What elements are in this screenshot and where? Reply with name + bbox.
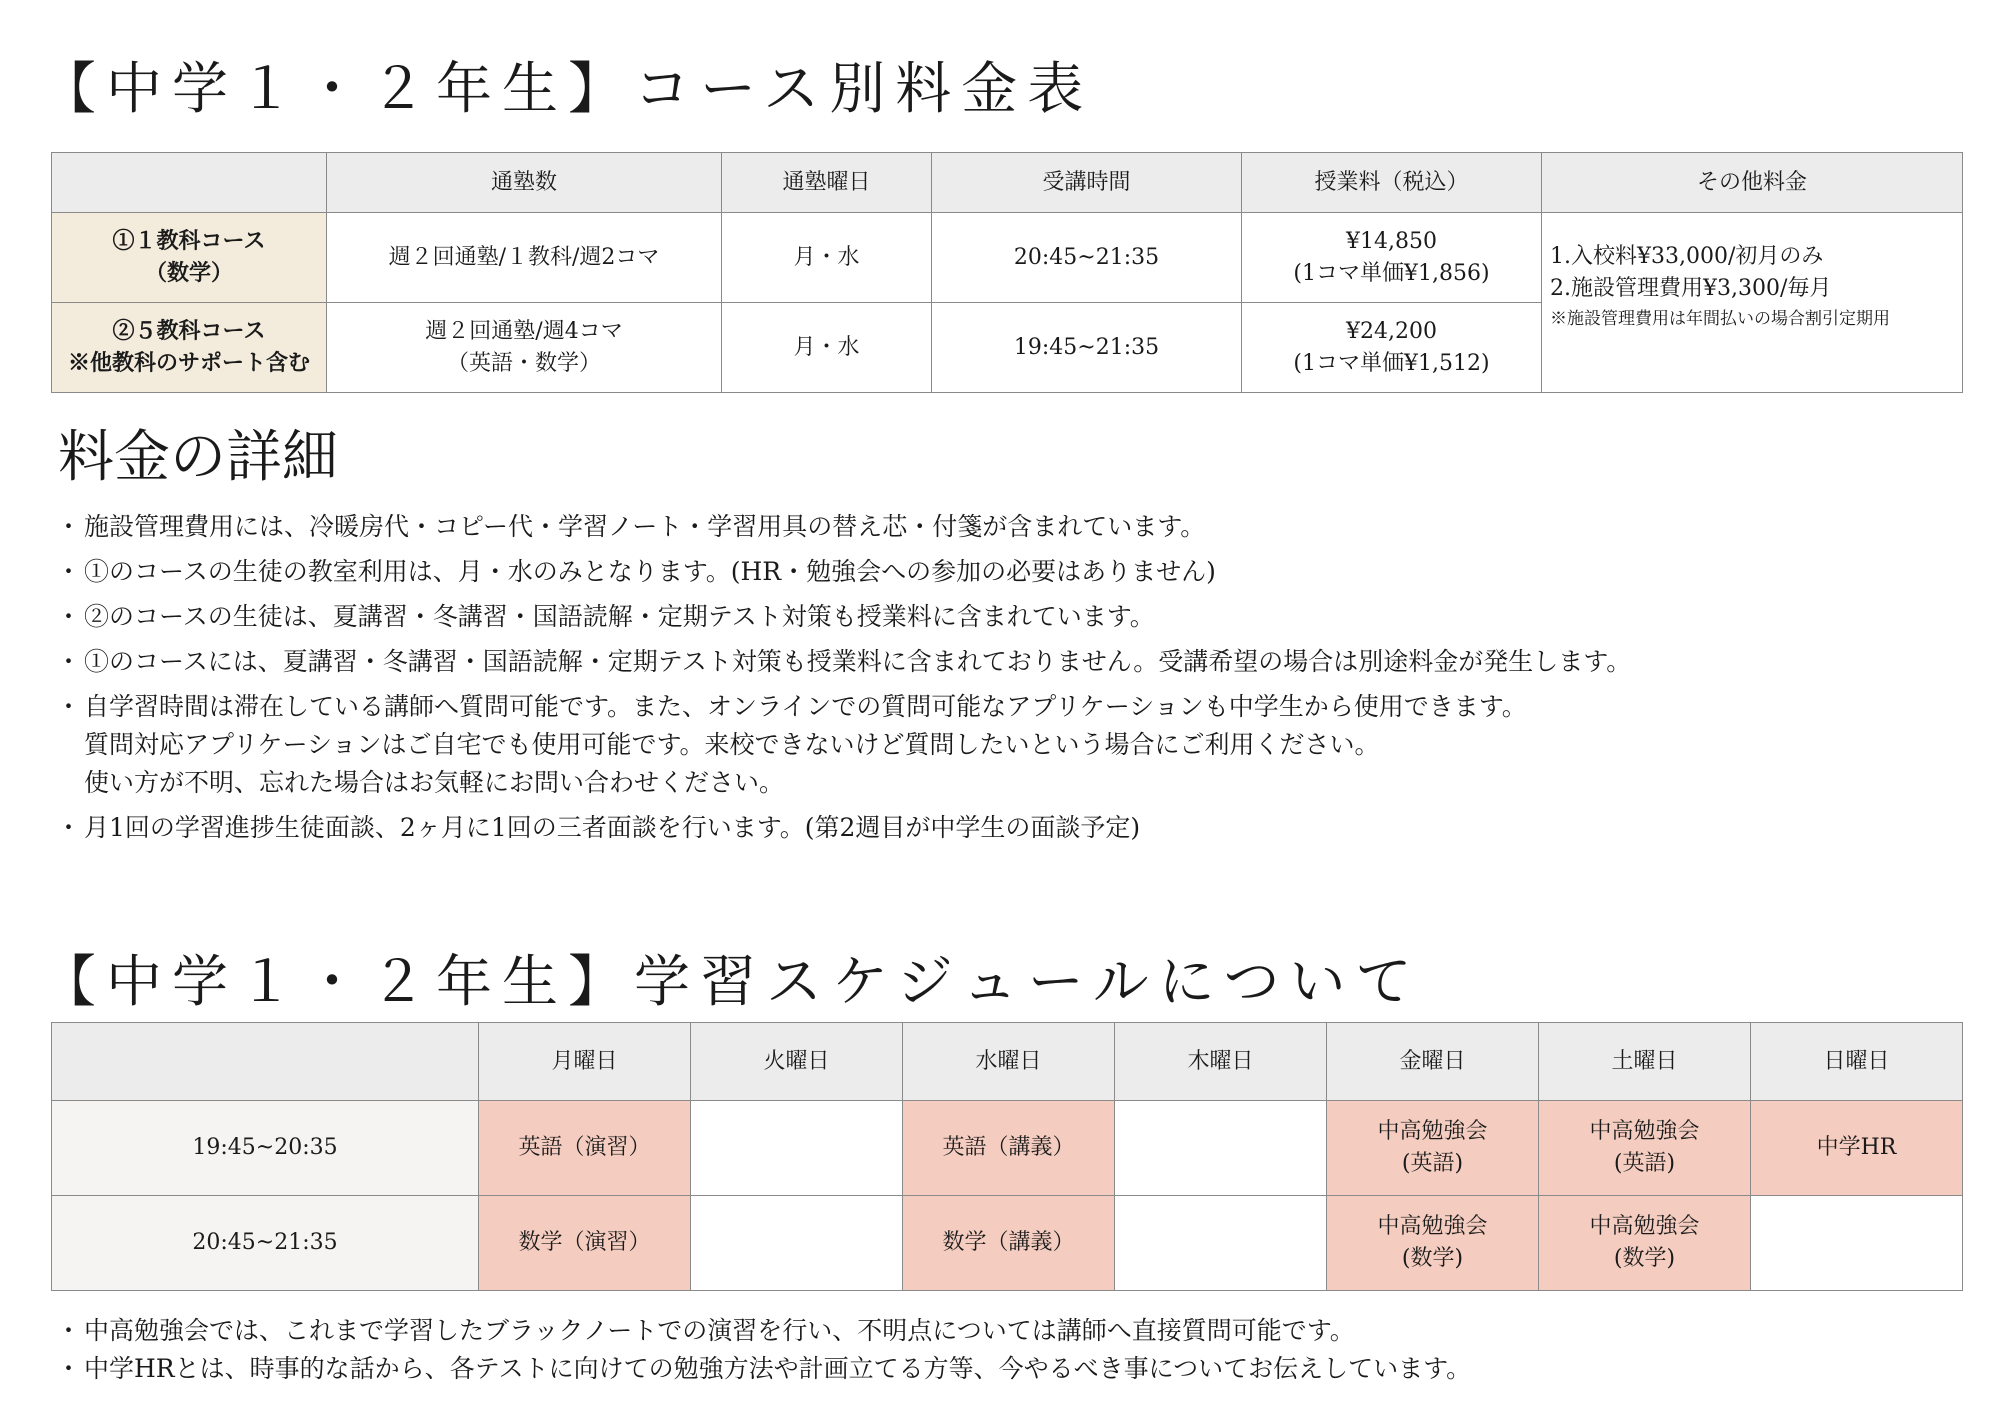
class-label: 英語（演習） — [518, 1135, 651, 1161]
class-subject: (数学) — [1613, 1246, 1676, 1271]
schedule-cell-wed — [903, 1101, 1115, 1196]
tuition-cell — [1242, 213, 1542, 303]
time-cell: 20:45~21:35 — [932, 213, 1242, 303]
fee-row-course1 — [52, 213, 1963, 303]
schedule-cell-sat — [1539, 1196, 1751, 1291]
fee-table-title: 【中学１・２年生】コース別料金表 — [40, 57, 1094, 122]
list-item — [58, 508, 1631, 546]
schedule-cell-fri — [1327, 1196, 1539, 1291]
list-item — [58, 553, 1631, 591]
course-name: ①１教科コース — [112, 227, 266, 254]
class-label: 数学（演習） — [518, 1230, 651, 1256]
schedule-cell-sat — [1539, 1101, 1751, 1196]
schedule-cell-sun — [1751, 1196, 1963, 1291]
time-slot: 20:45~21:35 — [52, 1196, 479, 1291]
frequency-cell — [327, 213, 722, 303]
course-fee-table — [51, 152, 1963, 393]
list-item-text: ・ 中学HRとは、時事的な話から、各テストに向けての勉強方法や計画立てる方等、今やるべき事についてお伝えしています。 — [84, 1354, 1472, 1383]
fee-header-other: その他料金 — [1542, 153, 1963, 213]
class-subject: (英語) — [1401, 1151, 1464, 1176]
tuition-cell — [1242, 303, 1542, 393]
class-label: 中高勉強会 — [1377, 1214, 1488, 1240]
frequency-text: 週２回通塾/１教科/週2コマ — [388, 244, 660, 270]
fee-header-blank — [52, 153, 327, 213]
list-item — [58, 1312, 1471, 1350]
class-label: 中高勉強会 — [1377, 1119, 1488, 1145]
list-item-text: 質問対応アプリケーションはご自宅でも使用可能です。来校できないけど質問したいという場合にご利用ください。 — [84, 730, 1380, 759]
day-wednesday: 水曜日 — [903, 1023, 1115, 1101]
schedule-cell-thu — [1115, 1196, 1327, 1291]
frequency-cell — [327, 303, 722, 393]
list-item-text: ・ 月1回の学習進捗生徒面談、2ヶ月に1回の三者面談を行います。(第2週目が中学生の面談予定) — [84, 813, 1141, 842]
fee-header-days: 通塾曜日 — [722, 153, 932, 213]
time-slot: 19:45~20:35 — [52, 1101, 479, 1196]
schedule-cell-sun — [1751, 1101, 1963, 1196]
schedule-title: 【中学１・２年生】学習スケジュールについて — [40, 950, 1422, 1015]
course-subtitle: （数学） — [144, 259, 233, 286]
days-cell: 月・水 — [722, 213, 932, 303]
list-item — [58, 809, 1631, 847]
other-fee-facility: 2.施設管理費用¥3,300/毎月 — [1550, 275, 1832, 301]
day-saturday: 土曜日 — [1539, 1023, 1751, 1101]
day-thursday: 木曜日 — [1115, 1023, 1327, 1101]
list-item — [58, 1350, 1471, 1388]
list-item-text: ・ ①のコースには、夏講習・冬講習・国語読解・定期テスト対策も授業料に含まれておりません。受講希望の場合は別途料金が発生します。 — [84, 647, 1632, 676]
schedule-row-1 — [52, 1101, 1963, 1196]
schedule-cell-tue — [691, 1196, 903, 1291]
class-subject: (英語) — [1613, 1151, 1676, 1176]
details-list — [58, 508, 1631, 854]
class-subject: (数学) — [1401, 1246, 1464, 1271]
frequency-subjects: （英語・数学） — [446, 350, 601, 376]
schedule-cell-tue — [691, 1101, 903, 1196]
class-label: 英語（講義） — [942, 1135, 1075, 1161]
tuition-unit-price: (1コマ単価¥1,512) — [1293, 350, 1490, 376]
schedule-cell-mon — [479, 1101, 691, 1196]
tuition-unit-price: (1コマ単価¥1,856) — [1293, 260, 1490, 286]
day-tuesday: 火曜日 — [691, 1023, 903, 1101]
frequency-text: 週２回通塾/週4コマ — [425, 318, 623, 344]
day-sunday: 日曜日 — [1751, 1023, 1963, 1101]
other-fee-note: ※施設管理費用は年間払いの場合割引定期用 — [1550, 308, 1890, 329]
study-schedule-table — [51, 1022, 1963, 1291]
schedule-header-row — [52, 1023, 1963, 1101]
schedule-notes-list — [58, 1312, 1471, 1388]
schedule-cell-fri — [1327, 1101, 1539, 1196]
fee-header-frequency: 通塾数 — [327, 153, 722, 213]
fee-header-time: 受講時間 — [932, 153, 1242, 213]
time-cell: 19:45~21:35 — [932, 303, 1242, 393]
other-fees-cell — [1542, 213, 1963, 393]
list-item — [58, 643, 1631, 681]
course-subtitle: ※他教科のサポート含む — [67, 349, 310, 376]
schedule-cell-mon — [479, 1196, 691, 1291]
tuition-price: ¥14,850 — [1346, 228, 1437, 254]
tuition-price: ¥24,200 — [1346, 318, 1437, 344]
days-cell: 月・水 — [722, 303, 932, 393]
list-item-text: ・ 自学習時間は滞在している講師へ質問可能です。また、オンラインでの質問可能なアプリケーションも中学生から使用できます。 — [84, 692, 1527, 721]
list-item-text: ・ ①のコースの生徒の教室利用は、月・水のみとなります。(HR・勉強会への参加の必要はありません) — [84, 557, 1216, 586]
list-item-text: ・ 中高勉強会では、これまで学習したブラックノートでの演習を行い、不明点については講師へ直接質問可能です。 — [84, 1316, 1355, 1345]
fee-header-tuition: 授業料（税込） — [1242, 153, 1542, 213]
other-fee-entrance: 1.入校料¥33,000/初月のみ — [1550, 244, 1824, 269]
day-monday: 月曜日 — [479, 1023, 691, 1101]
schedule-cell-wed — [903, 1196, 1115, 1291]
list-item — [58, 598, 1631, 636]
schedule-header-blank — [52, 1023, 479, 1101]
course-name-cell — [52, 213, 327, 303]
class-label: 数学（講義） — [942, 1230, 1075, 1256]
course-name: ②５教科コース — [112, 317, 266, 344]
class-label: 中高勉強会 — [1589, 1119, 1700, 1145]
list-item-text: 使い方が不明、忘れた場合はお気軽にお問い合わせください。 — [84, 768, 785, 797]
details-title: 料金の詳細 — [58, 425, 338, 490]
class-label: 中高勉強会 — [1589, 1214, 1700, 1240]
list-item — [58, 688, 1631, 802]
schedule-cell-thu — [1115, 1101, 1327, 1196]
day-friday: 金曜日 — [1327, 1023, 1539, 1101]
course-name-cell — [52, 303, 327, 393]
class-label: 中学HR — [1816, 1135, 1897, 1161]
list-item-text: ・ ②のコースの生徒は、夏講習・冬講習・国語読解・定期テスト対策も授業料に含まれています。 — [84, 602, 1155, 631]
list-item-text: ・ 施設管理費用には、冷暖房代・コピー代・学習ノート・学習用具の替え芯・付箋が含まれています。 — [84, 512, 1206, 541]
fee-table-header-row — [52, 153, 1963, 213]
schedule-row-2 — [52, 1196, 1963, 1291]
